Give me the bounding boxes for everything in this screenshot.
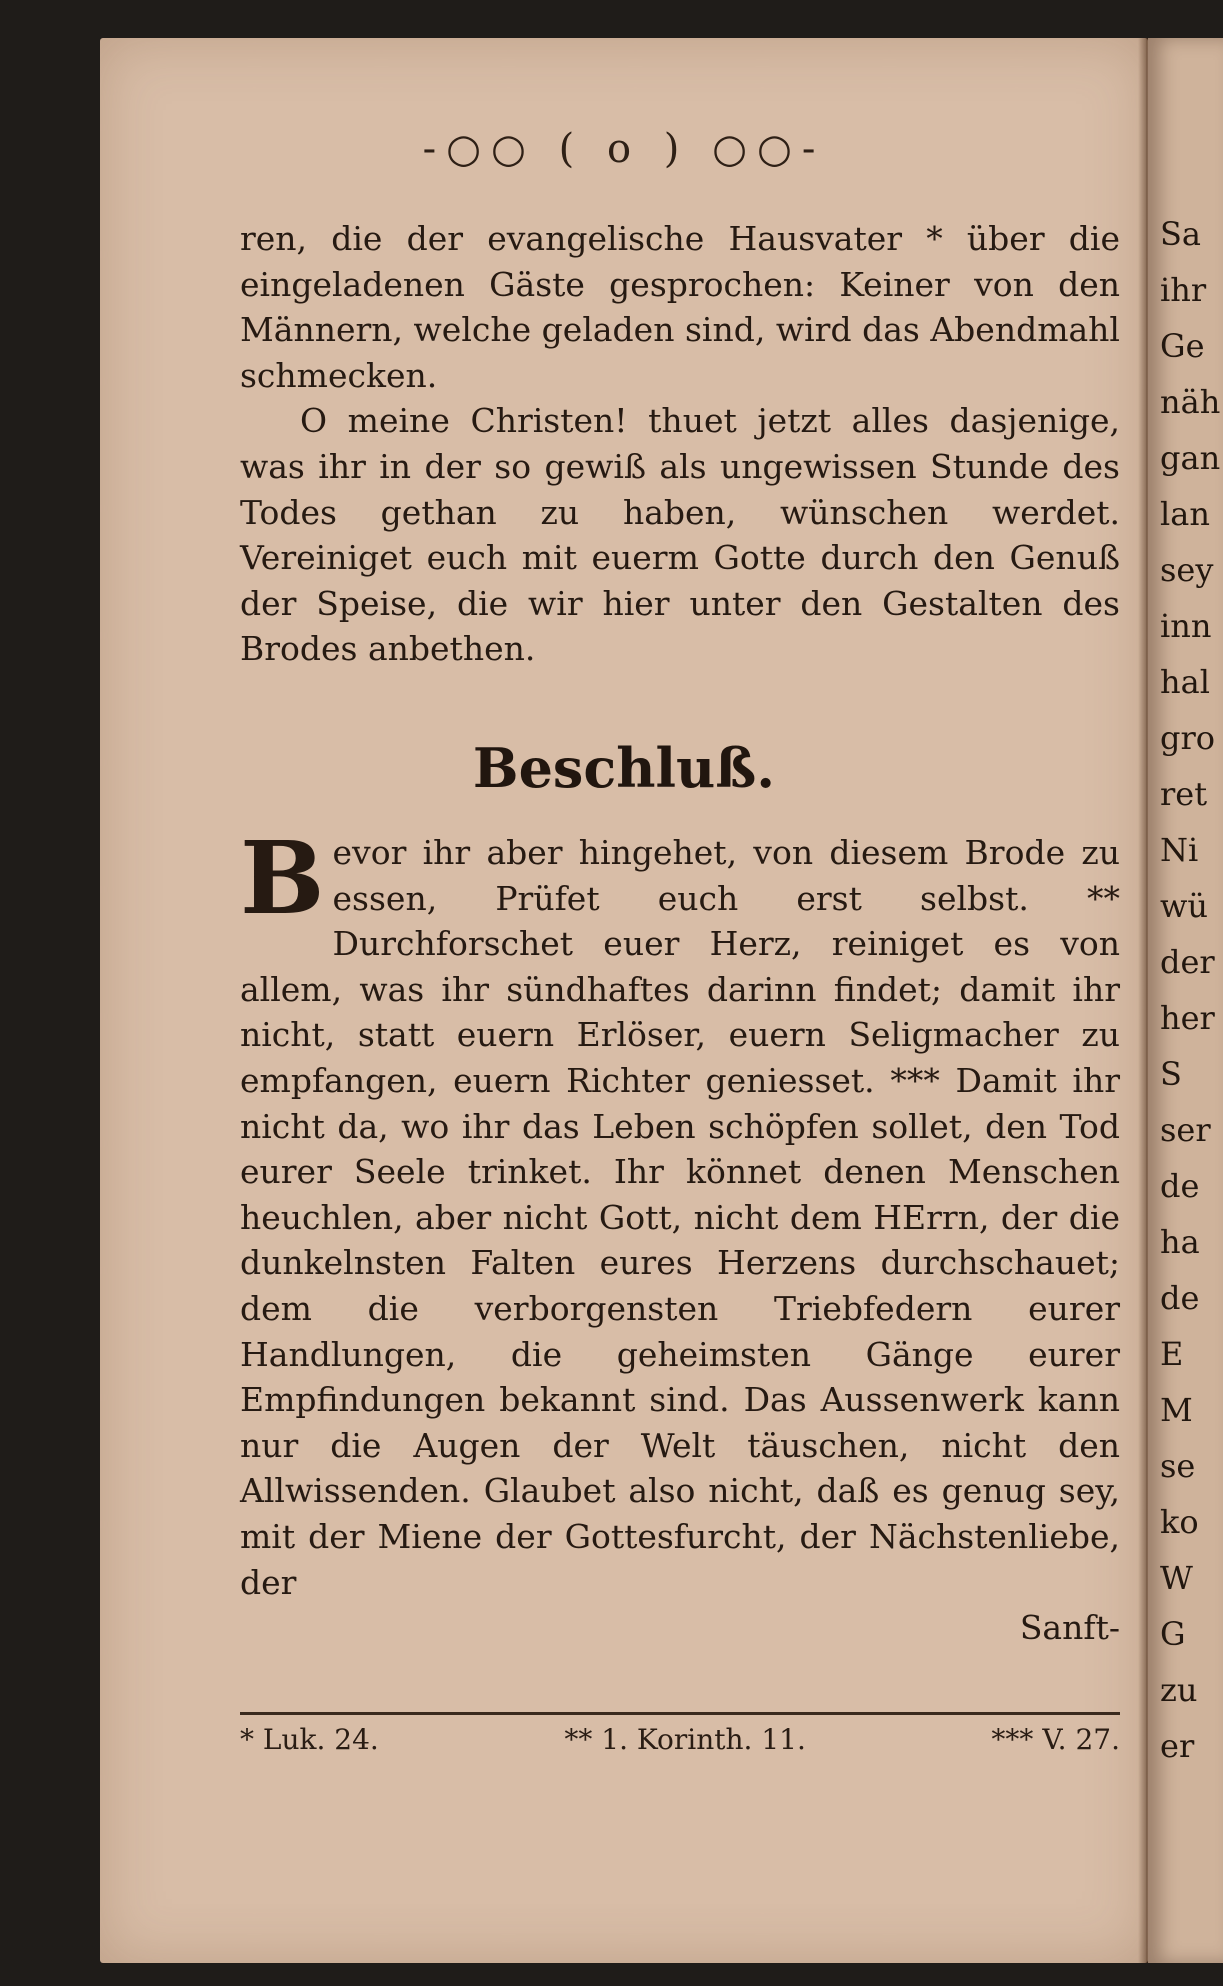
facing-page-text [1160, 206, 1223, 1774]
fragment: E [1160, 1335, 1184, 1373]
fragment: näh [1160, 383, 1221, 421]
fragment: wü [1160, 887, 1208, 925]
drop-cap: B [240, 819, 325, 937]
fragment: Sa [1160, 215, 1201, 253]
fragment: der [1160, 943, 1215, 981]
fragment: S [1160, 1055, 1182, 1093]
fragment: gan [1160, 439, 1221, 477]
footnote-1: * Luk. 24. [240, 1723, 379, 1756]
fragment: lan [1160, 495, 1210, 533]
fragment: er [1160, 1727, 1195, 1765]
fragment: zu [1160, 1671, 1198, 1709]
fragment: de [1160, 1167, 1200, 1205]
fragment: ihr [1160, 271, 1207, 309]
fragment: gro [1160, 719, 1216, 757]
fragment: G [1160, 1615, 1186, 1653]
fragment: de [1160, 1279, 1200, 1317]
fragment: W [1160, 1559, 1193, 1597]
paragraph-1: ren, die der evangelische Hausvater * über die eingeladenen Gäste gesprochen: Keiner von den Männern, welche geladen sind, wird das Abendmahl schmecken. [240, 219, 1120, 395]
paragraph-2: O meine Christen! thuet jetzt alles dasjenige, was ihr in der so gewiß als ungewissen Stunde des Todes gethan zu haben, wünschen werdet. Vereiniget euch mit euerm Gotte durch den Genuß der Speise, die wir hier unter den Gestalten des Brodes anbethen. [240, 401, 1120, 669]
fragment: her [1160, 999, 1215, 1037]
fragment: Ni [1160, 831, 1199, 869]
fragment: hal [1160, 663, 1210, 701]
fragment: Ge [1160, 327, 1205, 365]
fragment: ser [1160, 1111, 1211, 1149]
fragment: ret [1160, 775, 1208, 813]
footnote-2: ** 1. Korinth. 11. [564, 1723, 806, 1756]
body-text [240, 216, 1120, 672]
fragment: ko [1160, 1503, 1199, 1541]
footnote-3: *** V. 27. [991, 1723, 1120, 1756]
fragment: sey [1160, 551, 1214, 589]
fragment: inn [1160, 607, 1212, 645]
fragment: se [1160, 1447, 1196, 1485]
conclusion-paragraph: evor ihr aber hingehet, von diesem Brode zu essen, Prüfet euch erst selbst. ** Durchforschet euer Herz, reiniget es von allem, was ihr sündhaftes darinn findet; damit ihr nicht, statt euern Erlöser, euern Seligmacher zu empfangen, euern Richter geniesset. *** Damit ihr nicht da, wo ihr das Leben schöpfen sollet, den Tod eurer Seele trinket. Ihr könnet denen Menschen heuchlen, aber nicht Gott, nicht dem HErrn, der die dunkelnsten Falten eures Herzens durchschauet; dem die verborgensten Triebfedern eurer Handlungen, die geheimsten Gänge eurer Empfindungen bekannt sind. Das Aussenwerk kann nur die Augen der Welt täuschen, nicht den Allwissenden. Glaubet also nicht, daß es genug sey, mit der Miene der Gottesfurcht, der Nächstenliebe, der [240, 833, 1120, 1602]
catchword: Sanft- [1019, 1608, 1120, 1648]
footnotes [240, 1723, 1120, 1756]
page-header-ornament: -○○ ( o ) ○○- [422, 126, 826, 172]
fragment: M [1160, 1391, 1193, 1429]
fragment: ha [1160, 1223, 1200, 1261]
conclusion-text [240, 819, 1120, 1651]
section-heading: Beschluß. [472, 736, 776, 800]
footnote-separator [240, 1712, 1120, 1715]
